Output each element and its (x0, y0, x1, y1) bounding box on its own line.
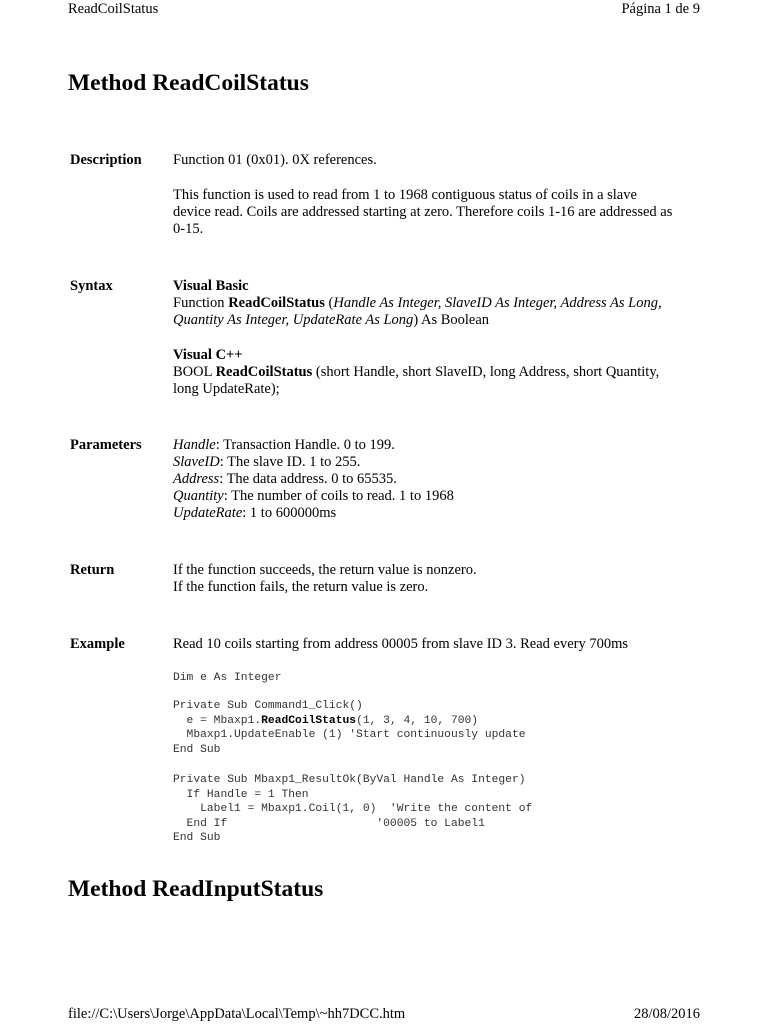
parameter-desc: : The data address. 0 to 65535. (219, 471, 397, 487)
syntax-vb-block (173, 278, 662, 329)
syntax-label: Syntax (70, 278, 113, 294)
return-text (173, 562, 477, 596)
syntax-vb-line1 (173, 295, 662, 312)
parameters-label: Parameters (70, 437, 142, 453)
syntax-vb-close: ) As Boolean (413, 312, 490, 328)
syntax-cpp-block (173, 347, 659, 398)
syntax-vb-function-name: ReadCoilStatus (228, 295, 325, 311)
code-line: Mbaxp1.UpdateEnable (1) 'Start continuously update (173, 729, 526, 741)
parameters-list (173, 437, 454, 522)
syntax-cpp-rest1: (short Handle, short SlaveID, long Address, short Quantity, (312, 364, 660, 380)
example-intro: Read 10 coils starting from address 00005 from slave ID 3. Read every 700ms (173, 636, 629, 652)
parameter-desc: : The number of coils to read. 1 to 1968 (223, 488, 454, 504)
footer-file-path: file://C:\Users\Jorge\AppData\Local\Temp\~hh7DCC.htm (68, 1006, 406, 1022)
code-block-result-ok: Private Sub Mbaxp1_ResultOk(ByVal Handle As Integer) If Handle = 1 Then Label1 = Mbaxp1.Coil(1, 0) 'Write the content of End If '00005 to Label1 End Sub (173, 774, 533, 844)
parameter-item (173, 488, 454, 505)
syntax-cpp-function-name: ReadCoilStatus (215, 364, 313, 380)
parameter-desc: : The slave ID. 1 to 255. (219, 454, 361, 470)
return-label: Return (70, 562, 115, 578)
parameter-name: Handle (173, 437, 216, 453)
syntax-vb-open-paren: ( (324, 295, 334, 311)
page-number: Página 1 de 9 (621, 1, 700, 17)
syntax-vb-params-2: Quantity As Integer, UpdateRate As Long (173, 312, 414, 328)
code-line: Private Sub Command1_Click() (173, 700, 363, 712)
description-paragraph (173, 187, 672, 238)
method-heading-readinputstatus: Method ReadInputStatus (68, 876, 324, 902)
description-para-line: device read. Coils are addressed starting at zero. Therefore coils 1-16 are addressed as (173, 204, 673, 220)
syntax-vb-prefix: Function (173, 295, 229, 311)
parameter-desc: : Transaction Handle. 0 to 199. (215, 437, 395, 453)
syntax-cpp-title: Visual C++ (173, 347, 243, 363)
parameter-desc: : 1 to 600000ms (242, 505, 337, 521)
description-para-line: This function is used to read from 1 to 1968 contiguous status of coils in a slave (173, 187, 637, 203)
header-title: ReadCoilStatus (68, 1, 159, 17)
parameter-name: Address (173, 471, 220, 487)
code-block-dim: Dim e As Integer (173, 672, 282, 684)
parameter-name: SlaveID (173, 454, 220, 470)
syntax-vb-params-1: Handle As Integer, SlaveID As Integer, Address As Long, (333, 295, 662, 311)
syntax-vb-line2 (173, 312, 662, 329)
code-block-command-click (173, 699, 526, 757)
parameter-item (173, 437, 454, 454)
parameter-item (173, 454, 454, 471)
parameter-name: Quantity (173, 488, 224, 504)
parameter-item (173, 505, 454, 522)
parameter-item (173, 471, 454, 488)
code-line-pre: e = Mbaxp1. (173, 714, 262, 727)
footer-date: 28/08/2016 (633, 1006, 700, 1022)
return-line1: If the function succeeds, the return value is nonzero. (173, 562, 477, 578)
syntax-cpp-line1 (173, 364, 659, 381)
description-line1: Function 01 (0x01). 0X references. (173, 152, 377, 168)
syntax-cpp-prefix: BOOL (173, 364, 216, 380)
method-heading-readcoilstatus: Method ReadCoilStatus (68, 70, 309, 96)
syntax-vb-title: Visual Basic (173, 278, 249, 294)
code-function-name: ReadCoilStatus (261, 714, 357, 727)
code-line: End Sub (173, 743, 221, 756)
example-label: Example (70, 636, 125, 652)
description-para-line: 0-15. (173, 221, 204, 237)
parameter-name: UpdateRate (173, 505, 243, 521)
code-line-post: (1, 3, 4, 10, 700) (356, 714, 479, 727)
syntax-cpp-line2: long UpdateRate); (173, 381, 280, 397)
return-line2: If the function fails, the return value is zero. (173, 579, 429, 595)
description-label: Description (70, 152, 142, 168)
